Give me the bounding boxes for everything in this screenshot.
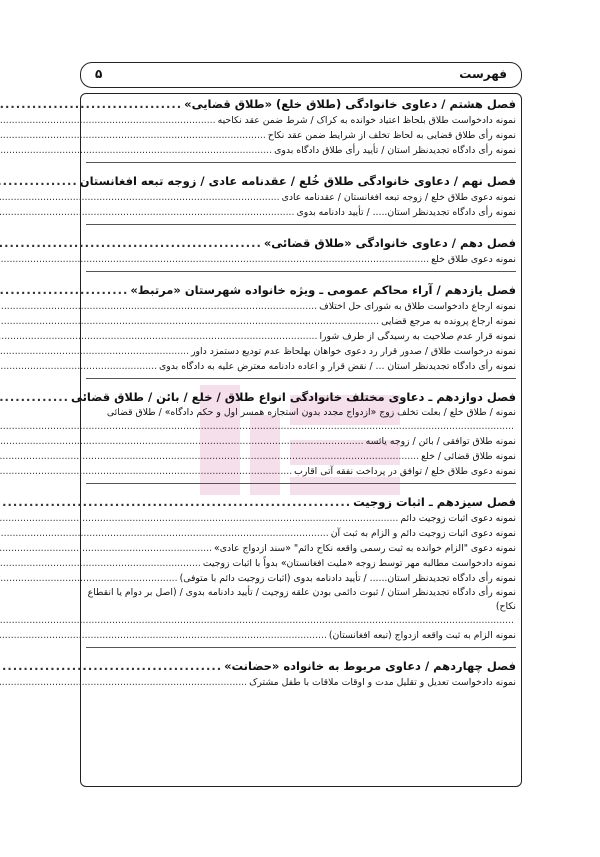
toc-item[interactable]: نمونه دعوی اثبات زوجیت دائم ..... [86, 511, 516, 526]
chapter-heading[interactable]: فصل یازدهم / آراء محاکم عمومی ـ ویژه خانواده شهرستان «مرتبط» ..... [86, 282, 516, 299]
page-header [80, 62, 522, 88]
chapter-heading[interactable]: فصل سیزدهم ـ اثبات زوجیت ..... [86, 494, 516, 511]
toc-item-wrapped[interactable]: نمونه رأی دادگاه تجدیدنظر استان / ثبوت دائمی بودن علقه زوجیت / تأیید دادنامه بدوی / (اصل بر دوام یا انقطاع نکاح) ..... [86, 586, 516, 628]
header-title: فهرست [459, 67, 507, 81]
toc-item[interactable]: نمونه رأی دادگاه تجدیدنظر استان..... / تأیید دادنامه بدوی ..... [86, 205, 516, 220]
page-number: ۵ [95, 67, 103, 81]
toc-item[interactable]: نمونه دعوی "الزام خوانده به ثبت رسمی واقعه نکاح دائم" «سند ازدواج عادی» ..... [86, 541, 516, 556]
toc-item[interactable]: نمونه دادخواست تعدیل و تقلیل مدت و اوقات ملاقات با طفل مشترک ..... [86, 675, 516, 690]
toc-item-wrapped[interactable]: نمونه / طلاق خلع / بعلت تخلف زوج «ازدواج مجدد بدون استجازه همسر اول و حکم دادگاه» / طلاق قضائی ..... [86, 406, 516, 434]
chapter-heading[interactable]: فصل چهاردهم / دعاوی مربوط به خانواده «حضانت» ..... [86, 658, 516, 675]
toc-item[interactable]: نمونه رأی دادگاه تجدیدنظر استان ... / نقض قرار و اعاده دادنامه معترض علیه به دادگاه بدوی ..... [86, 359, 516, 374]
table-of-contents [70, 96, 516, 690]
toc-item[interactable]: نمونه طلاق توافقی / بائن / زوجه یائسه ..... [86, 434, 516, 449]
toc-item[interactable]: نمونه دادخواست طلاق بلحاظ اعتیاد خوانده به کراک / شرط ضمن عقد نکاحیه ..... [86, 113, 516, 128]
toc-item[interactable]: نمونه رأی دادگاه تجدیدنظر استان / تأیید رأی طلاق دادگاه بدوی ..... [86, 143, 516, 158]
toc-item[interactable]: نمونه درخواست طلاق / صدور قرار رد دعوی خواهان بهلحاظ عدم تودیع دستمزد داور ..... [86, 344, 516, 359]
toc-item[interactable]: نمونه طلاق قضائی / خلع ..... [86, 449, 516, 464]
toc-item[interactable]: نمونه ارجاع دادخواست طلاق به شورای حل اختلاف ..... [86, 299, 516, 314]
toc-item[interactable]: نمونه دعوی اثبات زوجیت دائم و الزام به ثبت آن ..... [86, 526, 516, 541]
toc-item[interactable]: نمونه دعوی طلاق خلع ..... [86, 252, 516, 267]
toc-item[interactable]: نمونه دعوی طلاق خلع / زوجه تبعه افغانستان / عقدنامه عادی ..... [86, 190, 516, 205]
chapter-heading[interactable]: فصل هشتم / دعاوی خانوادگی (طلاق خلع) «طلاق قضایی» ..... [86, 96, 516, 113]
toc-item[interactable]: نمونه ارجاع پرونده به مرجع قضایی ..... [86, 314, 516, 329]
toc-item[interactable]: نمونه الزام به ثبت واقعه ازدواج (تبعه افغانستان) ..... [86, 628, 516, 643]
chapter-heading[interactable]: فصل نهم / دعاوی خانوادگی طلاق خُلع / عقدنامه عادی / زوجه تبعه افغانستان ..... [86, 173, 516, 190]
toc-item[interactable]: نمونه رأی طلاق قضایی به لحاظ تخلف از شرایط ضمن عقد نکاح ..... [86, 128, 516, 143]
toc-item[interactable]: نمونه دعوی طلاق خلع / توافق در پرداخت نفقه آتی اقارب ..... [86, 464, 516, 479]
chapter-heading[interactable]: فصل دهم / دعاوی خانوادگی «طلاق قضائی» ..... [86, 235, 516, 252]
toc-item[interactable]: نمونه قرار عدم صلاحیت به رسیدگی از طرف شورا ..... [86, 329, 516, 344]
toc-item[interactable]: نمونه رأی دادگاه تجدیدنظر استان...... / تأیید دادنامه بدوی (اثبات زوجیت دائم با متوفی) ..... [86, 571, 516, 586]
toc-item[interactable]: نمونه دادخواست مطالبه مهر توسط زوجه «ملیت افغانستان» بدواً با اثبات زوجیت ..... [86, 556, 516, 571]
chapter-heading[interactable]: فصل دوازدهم ـ دعاوی مختلف خانوادگی انواع طلاق / خلع / بائن / طلاق قضائی ..... [86, 389, 516, 406]
